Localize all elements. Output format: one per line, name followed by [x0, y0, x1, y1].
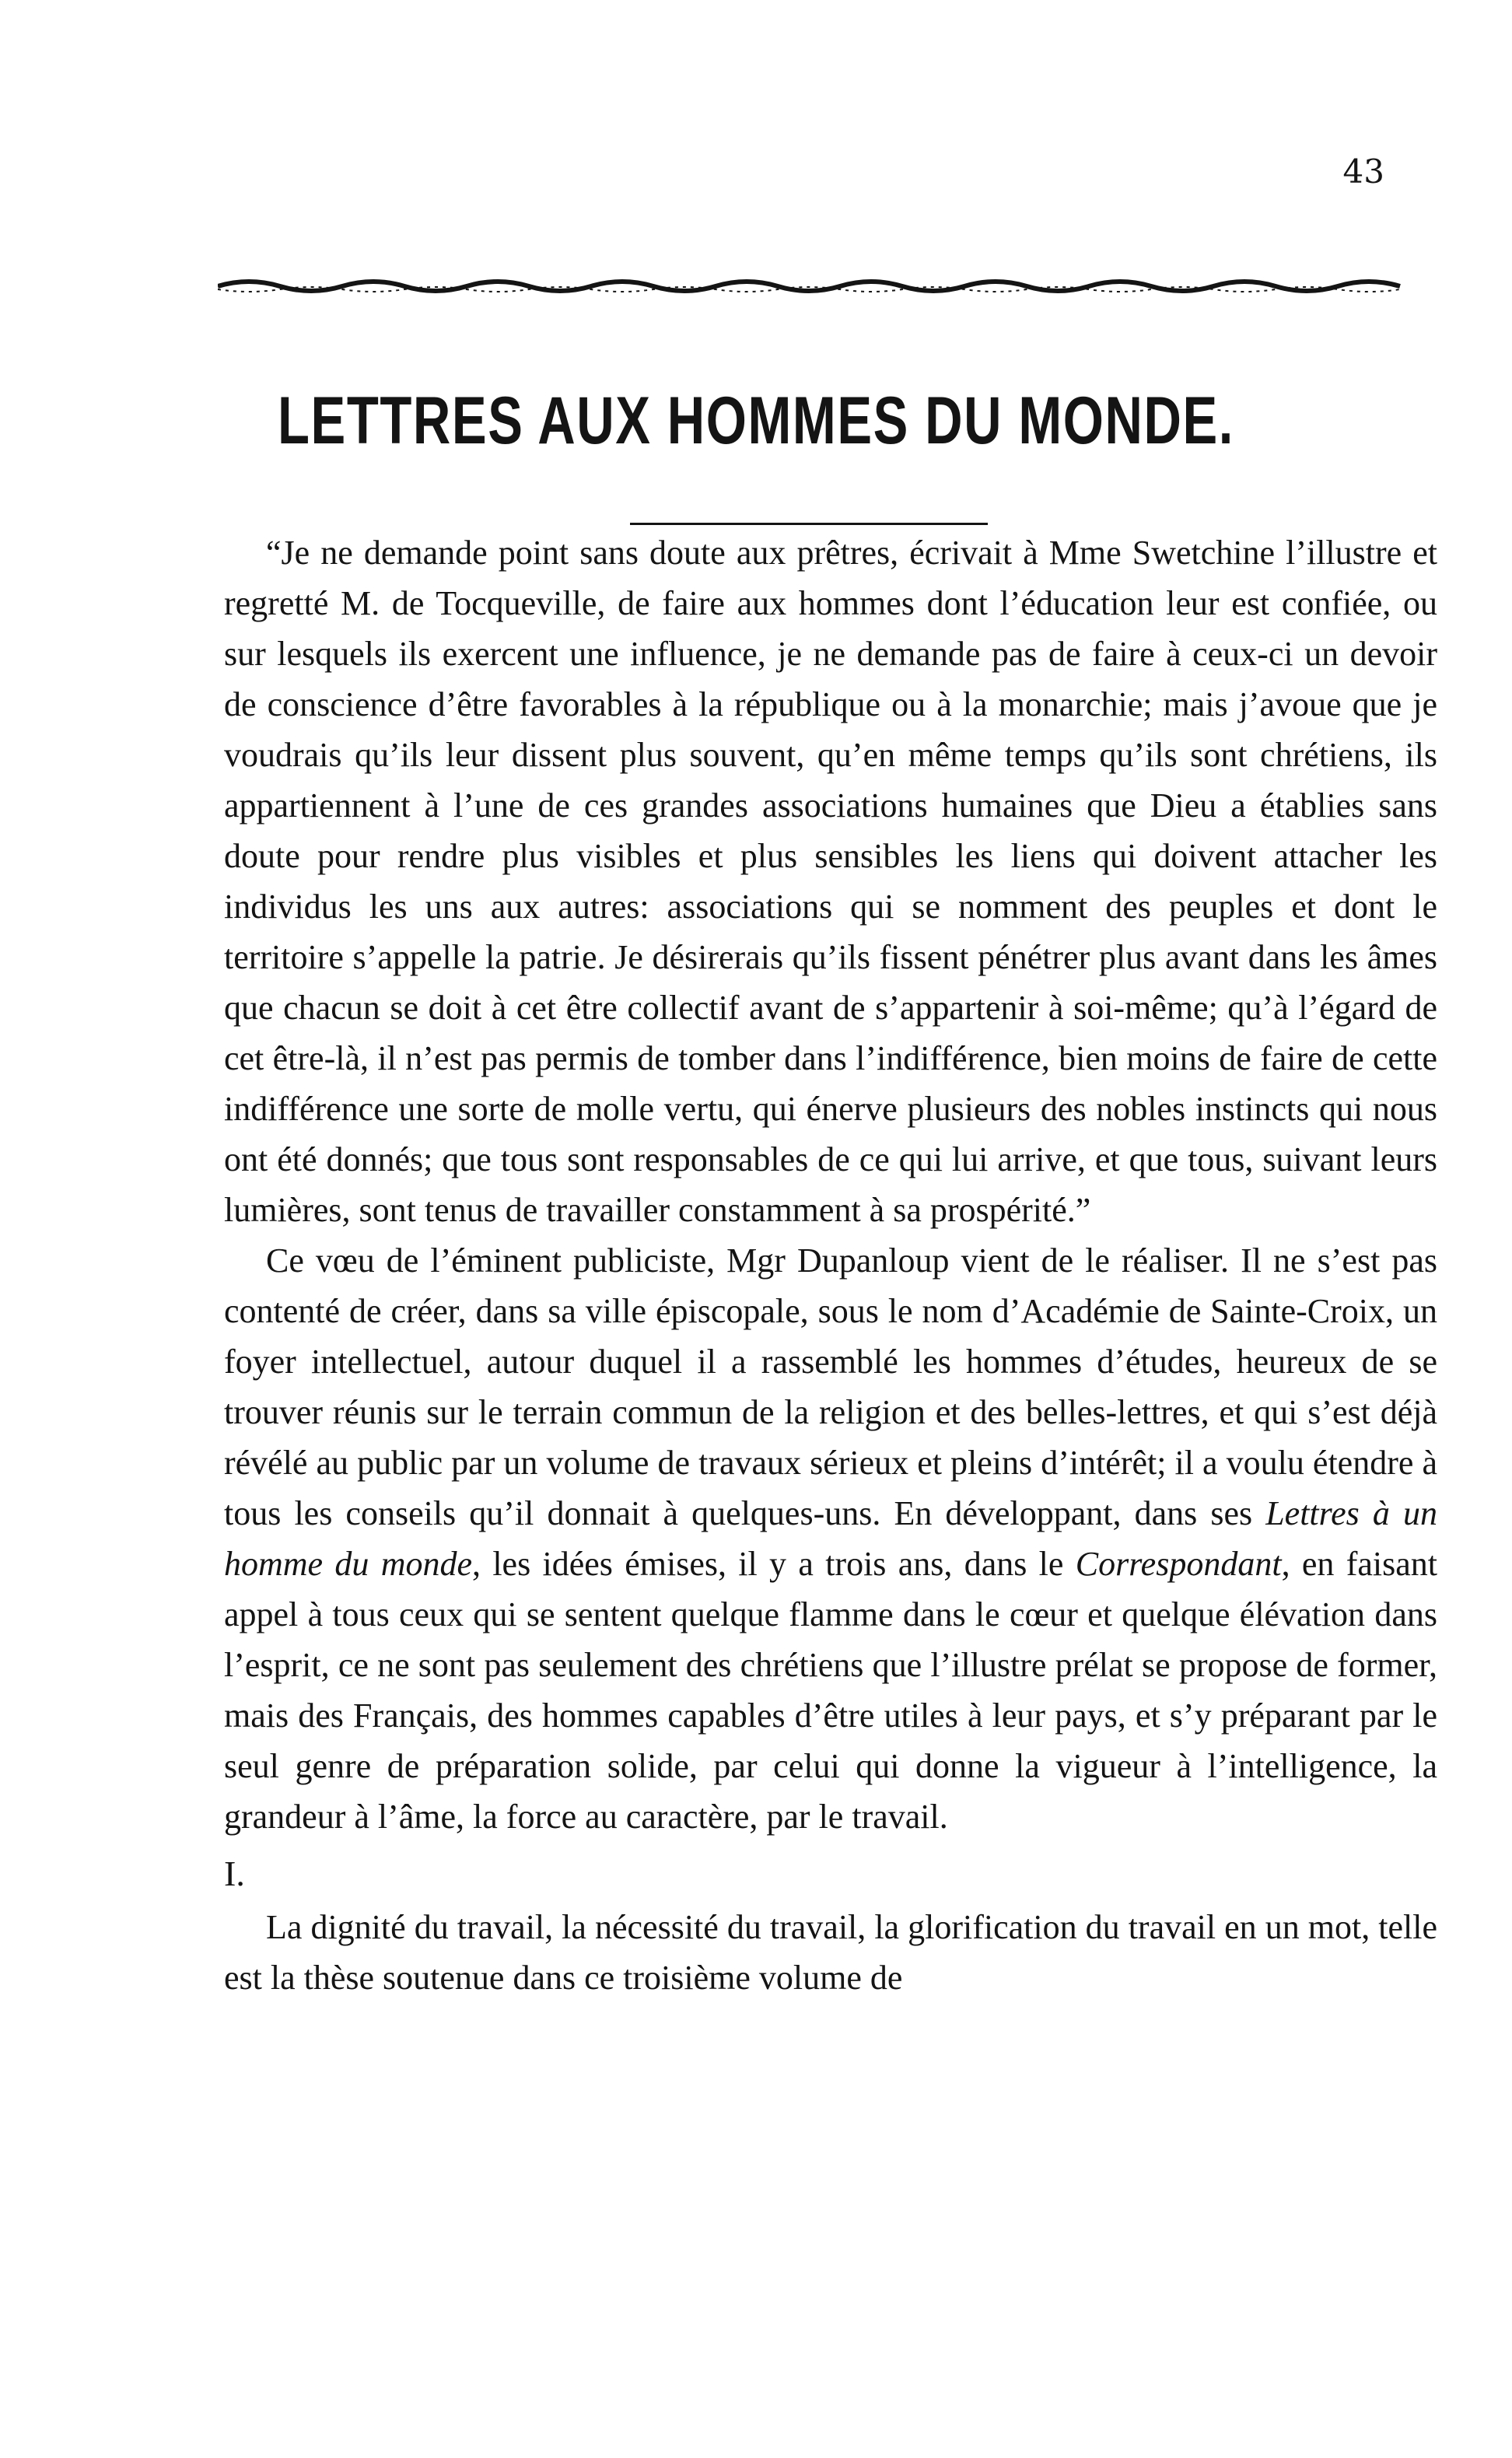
page-title: LETTRES AUX HOMMES DU MONDE. — [277, 383, 1235, 458]
body-text — [224, 527, 1437, 2003]
italic-title-lettres: Lettres à un homme du monde — [224, 1494, 1437, 1583]
italic-title-correspondant: Correspondant — [1075, 1545, 1282, 1583]
paragraph-travail: La dignité du travail, la nécessité du travail, la glorification du travail en un mot, telle est la thèse soutenue dans ce troisième volume de — [224, 1908, 1437, 1997]
paragraph-dupanloup-part1: Ce vœu de l’éminent publiciste, Mgr Dupanloup vient de le réaliser. Il ne s’est pas contenté de créer, dans sa ville épiscopale, sous le nom d’Académie de Sainte-Croix, un foyer intellectuel, autour duquel il a rassemblé les hommes d’études, heureux de se trouver réunis sur le terrain commun de la religion et des belles-lettres, et qui s’est déjà révélé au public par un volume de travaux sérieux et pleins d’intérêt; il a voulu étendre à tous les conseils qu’il donnait à quelques-uns. En développant, dans ses — [224, 1241, 1437, 1532]
ornamental-rule — [218, 272, 1408, 296]
paragraph-dupanloup — [224, 1235, 1437, 1842]
paragraph-quote: “Je ne demande point sans doute aux prêtres, écrivait à Mme Swetchine l’illustre et regretté M. de Tocqueville, de faire aux hommes dont l’éducation leur est confiée, ou sur lesquels ils exercent une influence, je ne demande pas de faire à ceux-ci un devoir de conscience d’être favorables à la république ou à la monarchie; mais j’avoue que je voudrais qu’ils leur dissent plus souvent, qu’en même temps qu’ils sont chrétiens, ils appartiennent à l’une de ces grandes associations humaines que Dieu a établies sans doute pour rendre plus visibles et plus sensibles les liens qui doivent attacher les individus les uns aux autres: associations qui se nomment des peuples et dont le territoire s’appelle la patrie. Je désirerais qu’ils fissent pénétrer plus avant dans les âmes que chacun se doit à cet être collectif avant de s’appartenir à soi-même; qu’à l’égard de cet être-là, il n’est pas permis de tomber dans l’indifférence, bien moins de faire de cette indifférence une sorte de molle vertu, qui énerve plusieurs des nobles instincts qui nous ont été donnés; que tous sont responsables de ce qui lui arrive, et que tous, suivant leurs lumières, sont tenus de travailler constamment à sa prospérité.” — [224, 534, 1437, 1229]
title-divider — [630, 523, 988, 525]
page-number: 43 — [1342, 152, 1384, 191]
section-number: I. — [224, 1854, 245, 1893]
paragraph-dupanloup-part3: , en faisant appel à tous ceux qui se sentent quelque flamme dans le cœur et quelque élévation dans l’esprit, ce ne sont pas seulement des chrétiens que l’illustre prélat se propose de former, mais des Français, des hommes capables d’être utiles à leur pays, et s’y préparant par le seul genre de préparation solide, par celui qui donne la vigueur à l’intelligence, la grandeur à l’âme, la force au caractère, par le travail. — [224, 1545, 1437, 1836]
paragraph-dupanloup-part2: , les idées émises, il y a trois ans, dans le — [472, 1545, 1076, 1583]
